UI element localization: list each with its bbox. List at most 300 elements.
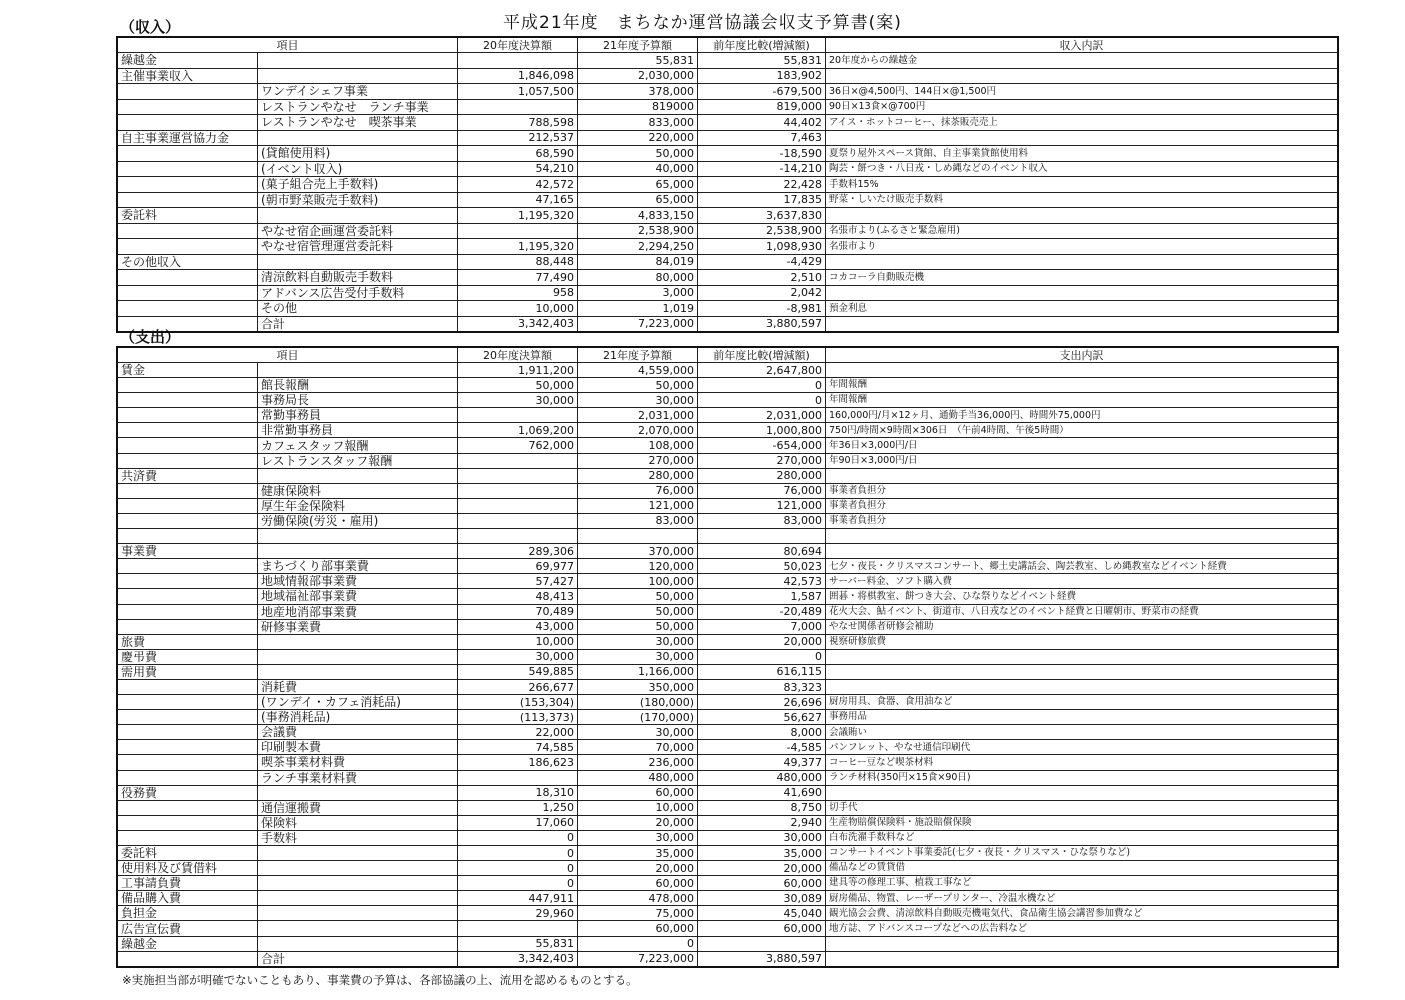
breakdown-cell: 年間報酬 (826, 378, 1338, 393)
table-row (118, 453, 1338, 468)
yoy-change-cell: 49,377 (698, 755, 826, 770)
category-cell (118, 378, 258, 393)
table-row (118, 529, 1338, 544)
category-cell (118, 84, 258, 100)
table-row (118, 634, 1338, 649)
item-cell: 清涼飲料自動販売手数料 (258, 270, 458, 286)
item-cell: 非常勤事務員 (258, 423, 458, 438)
fy20-actual-cell: 186,623 (458, 755, 578, 770)
item-cell: ワンデイシェフ事業 (258, 84, 458, 100)
fy20-actual-cell: 3,342,403 (458, 951, 578, 966)
category-cell (118, 301, 258, 317)
table-row (118, 483, 1338, 498)
item-cell (258, 529, 458, 544)
fy20-actual-cell: 1,195,320 (458, 208, 578, 224)
fy21-budget-cell: 4,559,000 (578, 363, 698, 378)
fy20-actual-cell: 958 (458, 285, 578, 301)
table-row (118, 84, 1338, 100)
breakdown-cell: 名張市より (826, 239, 1338, 255)
fy20-actual-cell: (153,304) (458, 695, 578, 710)
item-cell: 事務局長 (258, 393, 458, 408)
fy21-budget-cell: 30,000 (578, 830, 698, 845)
table-row (118, 161, 1338, 177)
category-cell: 委託料 (118, 846, 258, 861)
fy21-budget-cell: 2,031,000 (578, 408, 698, 423)
breakdown-cell: 20年度からの繰越金 (826, 53, 1338, 69)
breakdown-cell (826, 951, 1338, 966)
category-cell (118, 830, 258, 845)
category-cell (118, 589, 258, 604)
fy20-actual-cell: 0 (458, 846, 578, 861)
fy21-budget-cell: 50,000 (578, 146, 698, 162)
item-cell (258, 130, 458, 146)
table-row (118, 239, 1338, 255)
item-cell: 研修事業費 (258, 619, 458, 634)
table-row (118, 740, 1338, 755)
fy21-budget-cell: (170,000) (578, 710, 698, 725)
fy20-actual-cell: 30,000 (458, 393, 578, 408)
item-cell: レストランやなせ 喫茶事業 (258, 115, 458, 131)
item-cell (258, 208, 458, 224)
yoy-change-cell: 83,323 (698, 679, 826, 694)
table-row (118, 815, 1338, 830)
breakdown-cell (826, 785, 1338, 800)
fy20-actual-cell (458, 223, 578, 239)
fy21-budget-cell: 83,000 (578, 513, 698, 528)
table-row (118, 130, 1338, 146)
item-cell (258, 363, 458, 378)
fy21-budget-cell: 20,000 (578, 861, 698, 876)
item-cell: 合計 (258, 951, 458, 966)
fy21-budget-cell: 236,000 (578, 755, 698, 770)
fy21-budget-cell: 50,000 (578, 604, 698, 619)
category-cell: その他収入 (118, 254, 258, 270)
item-cell: その他 (258, 301, 458, 317)
item-cell: アドバンス広告受付手数料 (258, 285, 458, 301)
fy20-actual-cell: 1,057,500 (458, 84, 578, 100)
yoy-change-cell: 270,000 (698, 453, 826, 468)
table-row (118, 285, 1338, 301)
fy21-budget-cell: 3,000 (578, 285, 698, 301)
table-row (118, 800, 1338, 815)
table-row (118, 223, 1338, 239)
fy21-budget-cell: 1,019 (578, 301, 698, 317)
breakdown-cell (826, 363, 1338, 378)
category-cell: 工事請負費 (118, 876, 258, 891)
fy21-budget-cell: 220,000 (578, 130, 698, 146)
fy20-actual-cell: 42,572 (458, 177, 578, 193)
fy21-budget-cell: 10,000 (578, 800, 698, 815)
fy20-actual-cell: 0 (458, 876, 578, 891)
table-row (118, 316, 1338, 332)
fy20-actual-cell: 788,598 (458, 115, 578, 131)
fy20-actual-cell: 18,310 (458, 785, 578, 800)
breakdown-cell: ランチ材料(350円×15食×90日) (826, 770, 1338, 785)
item-cell: 労働保険(労災・雇用) (258, 513, 458, 528)
breakdown-cell (826, 468, 1338, 483)
breakdown-cell: 七夕・夜長・クリスマスコンサート、郷土史講話会、陶芸教室、しめ縄教室などイベント経費 (826, 559, 1338, 574)
category-cell (118, 285, 258, 301)
fy20-actual-cell: 447,911 (458, 891, 578, 906)
yoy-change-cell: 1,098,930 (698, 239, 826, 255)
breakdown-cell: 事務用品 (826, 710, 1338, 725)
item-cell: 常勤事務員 (258, 408, 458, 423)
item-cell: カフェスタッフ報酬 (258, 438, 458, 453)
category-cell (118, 239, 258, 255)
fy21-budget-cell: 30,000 (578, 393, 698, 408)
category-cell: 事業費 (118, 544, 258, 559)
table-row (118, 589, 1338, 604)
yoy-change-cell: 616,115 (698, 664, 826, 679)
category-cell (118, 800, 258, 815)
header-item: 項目 (118, 348, 458, 363)
table-row (118, 559, 1338, 574)
fy20-actual-cell: 1,069,200 (458, 423, 578, 438)
fy21-budget-cell: 65,000 (578, 192, 698, 208)
category-cell: 委託料 (118, 208, 258, 224)
fy20-actual-cell: 47,165 (458, 192, 578, 208)
breakdown-cell (826, 664, 1338, 679)
fy20-actual-cell (458, 468, 578, 483)
breakdown-cell: 年間報酬 (826, 393, 1338, 408)
fy20-actual-cell (458, 53, 578, 69)
table-row (118, 891, 1338, 906)
breakdown-cell: パンフレット、やなせ通信印刷代 (826, 740, 1338, 755)
category-cell (118, 177, 258, 193)
fy20-actual-cell: 50,000 (458, 378, 578, 393)
yoy-change-cell: -654,000 (698, 438, 826, 453)
yoy-change-cell: -8,981 (698, 301, 826, 317)
fy20-actual-cell: 17,060 (458, 815, 578, 830)
breakdown-cell (826, 649, 1338, 664)
item-cell (258, 846, 458, 861)
table-row (118, 785, 1338, 800)
yoy-change-cell: 480,000 (698, 770, 826, 785)
fy21-budget-cell: 4,833,150 (578, 208, 698, 224)
fy21-budget-cell: 65,000 (578, 177, 698, 193)
category-cell: 慶弔費 (118, 649, 258, 664)
document-title: 平成21年度 まちなか運営協議会収支予算書(案) (503, 13, 902, 33)
fy21-budget-cell: 40,000 (578, 161, 698, 177)
fy21-budget-cell: 50,000 (578, 619, 698, 634)
breakdown-cell (826, 254, 1338, 270)
table-row (118, 99, 1338, 115)
fy20-actual-cell: 30,000 (458, 649, 578, 664)
yoy-change-cell: 3,637,830 (698, 208, 826, 224)
item-cell: 保険料 (258, 815, 458, 830)
yoy-change-cell: 42,573 (698, 574, 826, 589)
yoy-change-cell: 17,835 (698, 192, 826, 208)
table-row (118, 830, 1338, 845)
yoy-change-cell: 0 (698, 378, 826, 393)
fy21-budget-cell: 35,000 (578, 846, 698, 861)
yoy-change-cell: -20,489 (698, 604, 826, 619)
breakdown-cell: 事業者負担分 (826, 498, 1338, 513)
fy20-actual-cell: 54,210 (458, 161, 578, 177)
item-cell: 地産地消部事業費 (258, 604, 458, 619)
category-cell (118, 223, 258, 239)
header-fy21-budget: 21年度予算額 (578, 38, 698, 53)
fy21-budget-cell: 1,166,000 (578, 664, 698, 679)
table-row (118, 695, 1338, 710)
fy21-budget-cell: 480,000 (578, 770, 698, 785)
fy20-actual-cell (458, 483, 578, 498)
breakdown-cell (826, 936, 1338, 951)
expense-table (117, 347, 1338, 967)
breakdown-cell: 夏祭り屋外スペース貸館、自主事業貸館使用料 (826, 146, 1338, 162)
breakdown-cell: 野菜・しいたけ販売手数料 (826, 192, 1338, 208)
yoy-change-cell: 8,750 (698, 800, 826, 815)
item-cell (258, 468, 458, 483)
yoy-change-cell: 183,902 (698, 68, 826, 84)
yoy-change-cell (698, 529, 826, 544)
fy20-actual-cell: 70,489 (458, 604, 578, 619)
yoy-change-cell: 3,880,597 (698, 951, 826, 966)
breakdown-cell: 年90日×3,000円/日 (826, 453, 1338, 468)
table-row (118, 876, 1338, 891)
header-yoy-change: 前年度比較(増減額) (698, 38, 826, 53)
header-fy20-actual: 20年度決算額 (458, 348, 578, 363)
table-row (118, 951, 1338, 966)
item-cell (258, 861, 458, 876)
yoy-change-cell: 0 (698, 393, 826, 408)
yoy-change-cell: 0 (698, 649, 826, 664)
item-cell: まちづくり部事業費 (258, 559, 458, 574)
category-cell (118, 679, 258, 694)
category-cell (118, 604, 258, 619)
yoy-change-cell: 7,000 (698, 619, 826, 634)
fy20-actual-cell: 29,960 (458, 906, 578, 921)
breakdown-cell (826, 208, 1338, 224)
yoy-change-cell: 2,510 (698, 270, 826, 286)
item-cell (258, 936, 458, 951)
category-cell (118, 513, 258, 528)
fy20-actual-cell: 68,590 (458, 146, 578, 162)
fy21-budget-cell: 108,000 (578, 438, 698, 453)
yoy-change-cell: -18,590 (698, 146, 826, 162)
category-cell (118, 695, 258, 710)
table-row (118, 604, 1338, 619)
fy21-budget-cell: 76,000 (578, 483, 698, 498)
fy21-budget-cell: 20,000 (578, 815, 698, 830)
item-cell: 厚生年金保険料 (258, 498, 458, 513)
breakdown-cell: 750円/時間×9時間×306日 （午前4時間、午後5時間） (826, 423, 1338, 438)
item-cell (258, 53, 458, 69)
yoy-change-cell: -679,500 (698, 84, 826, 100)
breakdown-cell (826, 68, 1338, 84)
table-row (118, 115, 1338, 131)
fy21-budget-cell: (180,000) (578, 695, 698, 710)
table-row (118, 378, 1338, 393)
header-breakdown: 支出内訳 (826, 348, 1338, 363)
table-row (118, 68, 1338, 84)
category-cell (118, 192, 258, 208)
yoy-change-cell: 2,042 (698, 285, 826, 301)
fy21-budget-cell: 50,000 (578, 589, 698, 604)
category-cell (118, 574, 258, 589)
category-cell (118, 423, 258, 438)
breakdown-cell: 囲碁・将棋教室、餅つき大会、ひな祭りなどイベント経費 (826, 589, 1338, 604)
category-cell (118, 725, 258, 740)
category-cell (118, 408, 258, 423)
table-row (118, 861, 1338, 876)
fy20-actual-cell: 1,846,098 (458, 68, 578, 84)
table-row (118, 846, 1338, 861)
yoy-change-cell: 30,089 (698, 891, 826, 906)
table-row (118, 408, 1338, 423)
header-breakdown: 収入内訳 (826, 38, 1338, 53)
income-table (117, 37, 1338, 332)
table-row (118, 393, 1338, 408)
fy20-actual-cell: 3,342,403 (458, 316, 578, 332)
item-cell: レストランやなせ ランチ事業 (258, 99, 458, 115)
header-fy21-budget: 21年度予算額 (578, 348, 698, 363)
breakdown-cell: コカコーラ自動販売機 (826, 270, 1338, 286)
item-cell (258, 876, 458, 891)
table-row (118, 146, 1338, 162)
fy20-actual-cell: 10,000 (458, 301, 578, 317)
yoy-change-cell: 121,000 (698, 498, 826, 513)
table-row (118, 679, 1338, 694)
table-row (118, 710, 1338, 725)
category-cell: 広告宣伝費 (118, 921, 258, 936)
category-cell: 繰越金 (118, 936, 258, 951)
item-cell (258, 891, 458, 906)
header-yoy-change: 前年度比較(増減額) (698, 348, 826, 363)
table-row (118, 755, 1338, 770)
table-row (118, 649, 1338, 664)
breakdown-cell: 建具等の修理工事、植栽工事など (826, 876, 1338, 891)
category-cell (118, 115, 258, 131)
table-row (118, 544, 1338, 559)
fy20-actual-cell: 549,885 (458, 664, 578, 679)
fy20-actual-cell: 1,911,200 (458, 363, 578, 378)
breakdown-cell: やなせ関係者研修会補助 (826, 619, 1338, 634)
breakdown-cell (826, 679, 1338, 694)
breakdown-cell: 備品などの賃貸借 (826, 861, 1338, 876)
item-cell (258, 785, 458, 800)
table-row (118, 53, 1338, 69)
yoy-change-cell: 20,000 (698, 634, 826, 649)
breakdown-cell: 事業者負担分 (826, 513, 1338, 528)
fy21-budget-cell: 833,000 (578, 115, 698, 131)
fy20-actual-cell: 212,537 (458, 130, 578, 146)
fy20-actual-cell: (113,373) (458, 710, 578, 725)
breakdown-cell: 陶芸・餅つき・八日戎・しめ縄などのイベント収入 (826, 161, 1338, 177)
yoy-change-cell: 60,000 (698, 876, 826, 891)
breakdown-cell (826, 529, 1338, 544)
fy20-actual-cell: 77,490 (458, 270, 578, 286)
breakdown-cell: 厨房用具、食器、食用油など (826, 695, 1338, 710)
fy21-budget-cell: 30,000 (578, 725, 698, 740)
fy20-actual-cell (458, 770, 578, 785)
category-cell (118, 498, 258, 513)
category-cell (118, 270, 258, 286)
yoy-change-cell: 44,402 (698, 115, 826, 131)
category-cell (118, 619, 258, 634)
breakdown-cell: 切手代 (826, 800, 1338, 815)
table-row (118, 177, 1338, 193)
table-row (118, 770, 1338, 785)
fy20-actual-cell (458, 513, 578, 528)
table-row (118, 498, 1338, 513)
fy20-actual-cell (458, 99, 578, 115)
category-cell (118, 951, 258, 966)
fy20-actual-cell: 43,000 (458, 619, 578, 634)
category-cell (118, 815, 258, 830)
item-cell: (ワンデイ・カフェ消耗品) (258, 695, 458, 710)
item-cell: 地域情報部事業費 (258, 574, 458, 589)
fy20-actual-cell: 88,448 (458, 254, 578, 270)
yoy-change-cell: 819,000 (698, 99, 826, 115)
fy20-actual-cell (458, 498, 578, 513)
yoy-change-cell: 2,647,800 (698, 363, 826, 378)
yoy-change-cell: 50,023 (698, 559, 826, 574)
fy21-budget-cell: 2,294,250 (578, 239, 698, 255)
fy21-budget-cell: 121,000 (578, 498, 698, 513)
category-cell: 賃金 (118, 363, 258, 378)
breakdown-cell: 地方誌、アドバンスコープなどへの広告料など (826, 921, 1338, 936)
fy21-budget-cell: 30,000 (578, 634, 698, 649)
fy21-budget-cell: 280,000 (578, 468, 698, 483)
category-cell (118, 529, 258, 544)
breakdown-cell: 名張市より(ふるさと緊急雇用) (826, 223, 1338, 239)
fy21-budget-cell: 60,000 (578, 785, 698, 800)
header-fy20-actual: 20年度決算額 (458, 38, 578, 53)
breakdown-cell: 預金利息 (826, 301, 1338, 317)
fy21-budget-cell: 350,000 (578, 679, 698, 694)
breakdown-cell (826, 544, 1338, 559)
category-cell (118, 559, 258, 574)
fy21-budget-cell: 30,000 (578, 649, 698, 664)
category-cell (118, 453, 258, 468)
breakdown-cell: 生産物賠償保険料・施設賠償保険 (826, 815, 1338, 830)
yoy-change-cell: 45,040 (698, 906, 826, 921)
fy21-budget-cell: 270,000 (578, 453, 698, 468)
item-cell: (事務消耗品) (258, 710, 458, 725)
yoy-change-cell: 2,031,000 (698, 408, 826, 423)
fy20-actual-cell: 57,427 (458, 574, 578, 589)
category-cell: 備品購入費 (118, 891, 258, 906)
category-cell: 自主事業運営協力金 (118, 130, 258, 146)
category-cell (118, 146, 258, 162)
item-cell: 会議費 (258, 725, 458, 740)
item-cell (258, 68, 458, 84)
category-cell (118, 740, 258, 755)
yoy-change-cell: 55,831 (698, 53, 826, 69)
item-cell (258, 544, 458, 559)
breakdown-cell: アイス・ホットコーヒー、抹茶販売売上 (826, 115, 1338, 131)
item-cell: やなせ宿企画運営委託料 (258, 223, 458, 239)
breakdown-cell: コーヒー豆など喫茶材料 (826, 755, 1338, 770)
breakdown-cell: 36日×@4,500円、144日×@1,500円 (826, 84, 1338, 100)
yoy-change-cell: 8,000 (698, 725, 826, 740)
table-row (118, 619, 1338, 634)
fy21-budget-cell: 2,030,000 (578, 68, 698, 84)
fy21-budget-cell: 7,223,000 (578, 951, 698, 966)
fy20-actual-cell: 289,306 (458, 544, 578, 559)
fy21-budget-cell: 70,000 (578, 740, 698, 755)
fy20-actual-cell (458, 529, 578, 544)
yoy-change-cell: -14,210 (698, 161, 826, 177)
fy20-actual-cell (458, 921, 578, 936)
fy20-actual-cell: 55,831 (458, 936, 578, 951)
fy21-budget-cell: 100,000 (578, 574, 698, 589)
item-cell: 地域福祉部事業費 (258, 589, 458, 604)
item-cell: 館長報酬 (258, 378, 458, 393)
category-cell: 共済費 (118, 468, 258, 483)
category-cell: 使用料及び賃借料 (118, 861, 258, 876)
